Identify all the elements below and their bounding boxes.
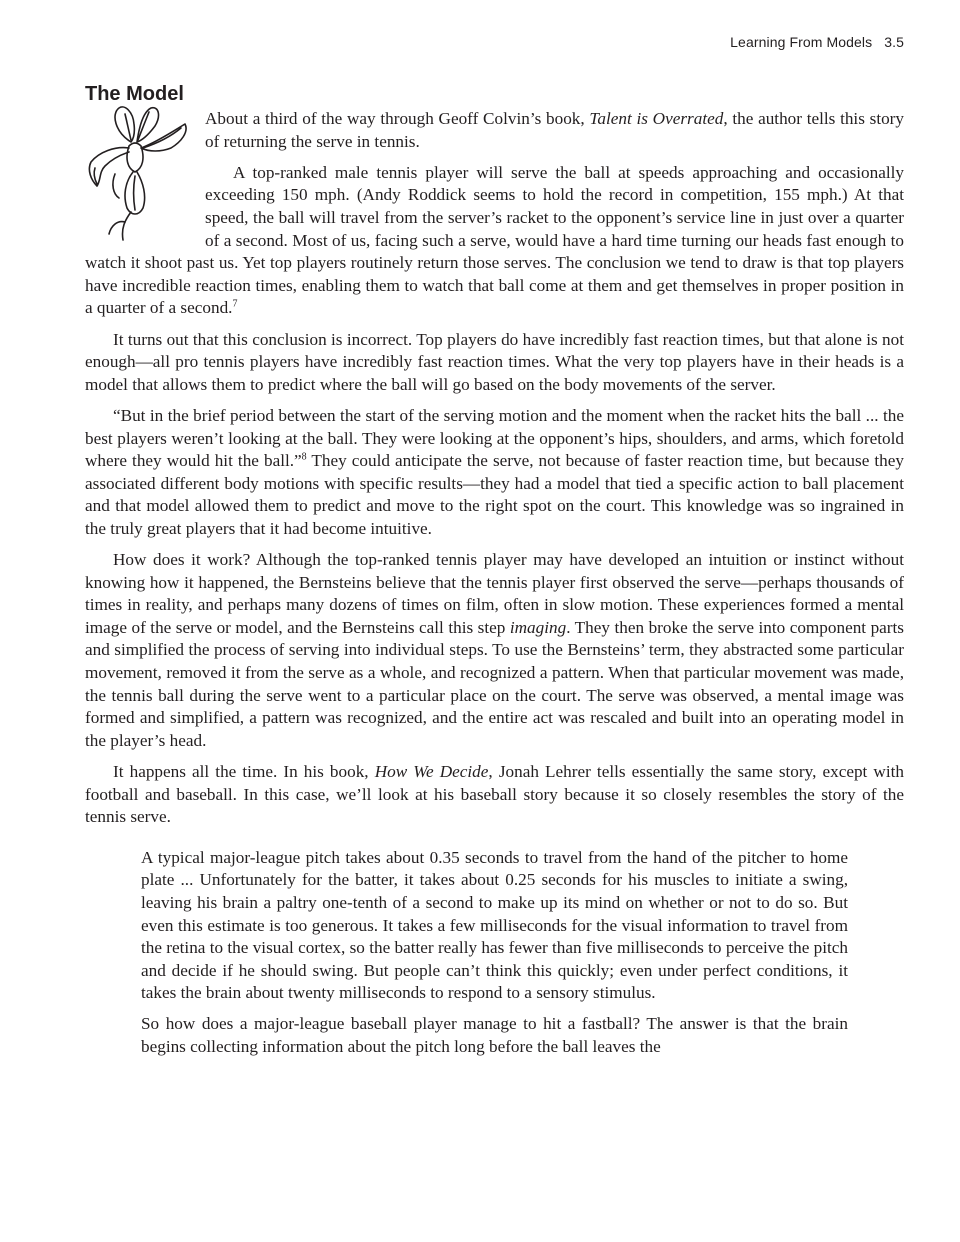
blockquote-paragraph-1: A typical major-league pitch takes about 0.35 seconds to travel from the hand of the pitcher to home plate ... Unfortunately for the batter, it takes about 0.25 seconds for his muscles to initiate a swing, leaving his brain a paltry one-tenth of a second to make up its mind on whether or not to do so. But even this estimate is too generous. It takes a few milliseconds for the visual information to travel from the retina to the visual cortex, so the batter really has fewer than five milliseconds to perceive the pitch and decide if he should swing. But people can’t think this quickly; even under perfect conditions, it takes the brain about twenty milliseconds to respond to a sensory stimulus. (141, 847, 848, 1003)
page-number: 3.5 (884, 34, 904, 50)
page-content (85, 80, 904, 1066)
blockquote (141, 847, 848, 1058)
running-title: Learning From Models (730, 34, 873, 50)
running-head (730, 34, 904, 50)
paragraph-how-it-works: How does it work? Although the top-ranked tennis player may have developed an intuition or instinct without knowing how it happened, the Bernsteins believe that the tennis player first observed the serve—perhaps thousands of times in reality, and perhaps many dozens of times on film, often in slow motion. These experiences formed a mental image of the serve or model, and the Bernsteins call this step imaging. They then broke the serve into component parts and simplified the process of serving into individual steps. To use the Bernsteins’ term, they abstracted some particular movement, removed it from the serve as a whole, and recognized a pattern. When that particular movement was made, the tennis ball during the serve went to a particular place on the court. The serve was observed, a mental image was formed and simplified, a pattern was recognized, and the entire act was rescaled and built into an operating model in the player’s head. (85, 550, 904, 750)
paragraph-intro: About a third of the way through Geoff Colvin’s book, Talent is Overrated, the author tells this story of returning the serve in tennis. (205, 109, 904, 151)
book-title-how-we-decide: How We Decide (374, 762, 489, 781)
footnote-ref-8: 8 (301, 451, 307, 463)
flower-illustration-icon (85, 102, 197, 242)
paragraph-serve-speed: A top-ranked male tennis player will serve the ball at speeds approaching and occasionally exceeding 150 mph. (Andy Roddick seems to hold the record in competition, 155 mph.) At that speed, the ball will travel from the server’s racket to the opponent’s service line in just over a quarter of a second. Most of us, facing such a serve, would have a hard time turning our heads fast enough to watch it shoot past us. Yet top players routinely return those serves. The conclusion we tend to draw is that top players have incredible reaction times, enabling them to watch that ball come at them and get themselves in proper position in a quarter of a second.$^7$ (85, 162, 904, 318)
term-imaging: imaging (509, 617, 567, 637)
paragraph-lehrer: It happens all the time. In his book, How We Decide, Jonah Lehrer tells essentially the same story, except with football and baseball. In this case, we’ll look at his baseball story because it so closely resembles the story of the tennis serve. (85, 762, 904, 827)
footnote-ref-7: 7 (232, 298, 238, 310)
paragraph-conclusion: It turns out that this conclusion is incorrect. Top players do have incredibly fast reaction times, but that alone is not enough—all pro tennis players have incredibly fast reaction times. What the very top players have in their heads is a model that allows them to predict where the ball will go based on the body movements of the server. (85, 329, 904, 394)
blockquote-paragraph-2: So how does a major-league baseball player manage to hit a fastball? The answer is that the brain begins collecting information about the pitch long before the ball leaves the (141, 1013, 848, 1056)
paragraph-quote-colvin: “But in the brief period between the start of the serving motion and the moment when the racket hits the ball ... the best players weren’t looking at the ball. They were looking at the opponent’s hips, shoulders, and arms, which foretold where they would hit the ball.”$^8$ They could anticipate the serve, not because of faster reaction time, but because they associated different body motions with specific results—they had a model that tied a specific action to ball placement and that model allowed them to predict and move to the right spot on the court. This knowledge was so ingrained in the truly great players that it had become intuitive. (85, 405, 904, 538)
book-title-talent: Talent is Overrated (589, 109, 724, 128)
section-title: The Model (85, 83, 184, 105)
